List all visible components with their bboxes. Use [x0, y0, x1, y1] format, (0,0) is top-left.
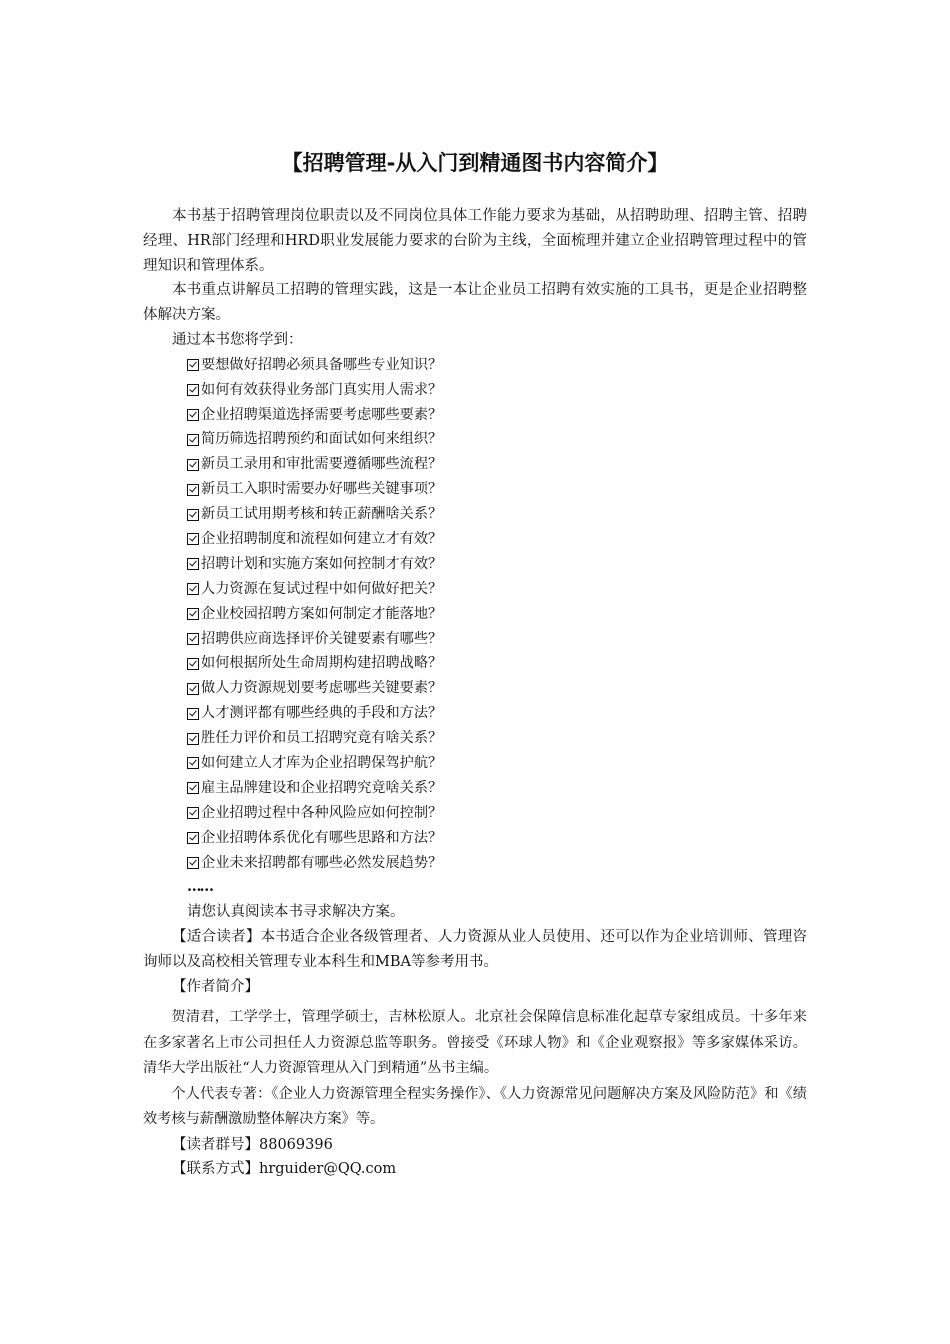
- checked-box-icon: [187, 459, 199, 471]
- checked-box-icon: [187, 558, 199, 570]
- checklist-item-text: 如何根据所处生命周期构建招聘战略？: [201, 655, 443, 672]
- ellipsis: ……: [187, 878, 212, 896]
- author-works: 个人代表专著：《企业人力资源管理全程实务操作》、《人力资源常见问题解决方案及风险防范》和《绩效考核与薪酬激励整体解决方案》等。: [143, 1085, 807, 1128]
- checked-box-icon: [187, 583, 199, 595]
- checklist-item: [187, 726, 807, 751]
- checklist-item-text: 人力资源在复试过程中如何做好把关？: [201, 580, 443, 597]
- checklist-item: [187, 403, 807, 428]
- author-heading: 【作者简介】: [172, 978, 259, 995]
- checklist-item-text: 胜任力评价和员工招聘究竟有啥关系？: [201, 730, 443, 747]
- checked-box-icon: [187, 832, 199, 844]
- book-intro-page: [143, 148, 807, 1182]
- checklist-item: [187, 826, 807, 851]
- checklist-item-text: 简历筛选招聘预约和面试如何来组织？: [201, 431, 443, 448]
- checklist-item-text: 招聘供应商选择评价关键要素有哪些？: [201, 630, 443, 647]
- checklist-item: [187, 801, 807, 826]
- checklist-item: [187, 353, 807, 378]
- checklist-item: [187, 676, 807, 701]
- intro-paragraph-1: 本书基于招聘管理岗位职责以及不同岗位具体工作能力要求为基础，从招聘助理、招聘主管、招聘经理、HR部门经理和HRD职业发展能力要求的台阶为主线，全面梳理并建立企业招聘管理过程中的管理知识和管理体系。: [143, 208, 807, 274]
- checked-box-icon: [187, 633, 199, 645]
- checked-box-icon: [187, 658, 199, 670]
- checked-box-icon: [187, 484, 199, 496]
- checklist-item: [187, 751, 807, 776]
- checklist-item: [187, 577, 807, 602]
- checked-box-icon: [187, 608, 199, 620]
- checklist-item-text: 雇主品牌建设和企业招聘究竟啥关系？: [201, 779, 443, 796]
- learn-intro: 通过本书您将学到：: [172, 331, 303, 348]
- checklist-item-text: 要想做好招聘必须具备哪些专业知识？: [201, 356, 443, 373]
- checklist-item: [187, 776, 807, 801]
- checked-box-icon: [187, 733, 199, 745]
- checklist-item-text: 新员工试用期考核和转正薪酬啥关系？: [201, 506, 443, 523]
- checklist-item-text: 如何建立人才库为企业招聘保驾护航？: [201, 755, 443, 772]
- checklist-item: [187, 527, 807, 552]
- checked-box-icon: [187, 409, 199, 421]
- page-title: 【招聘管理-从入门到精通图书内容简介】: [281, 151, 669, 175]
- checklist-item: [187, 651, 807, 676]
- checklist-item: [187, 452, 807, 477]
- closing-line: 请您认真阅读本书寻求解决方案。: [187, 904, 405, 921]
- checklist-item: [187, 502, 807, 527]
- intro-paragraph-2: 本书重点讲解员工招聘的管理实践，这是一本让企业员工招聘有效实施的工具书，更是企业招聘整体解决方案。: [143, 282, 807, 324]
- checklist-item: [187, 602, 807, 627]
- checked-box-icon: [187, 708, 199, 720]
- checked-box-icon: [187, 533, 199, 545]
- suitable-readers: 【适合读者】本书适合企业各级管理者、人力资源从业人员使用、还可以作为企业培训师、管理咨询师以及高校相关管理专业本科生和MBA等参考用书。: [143, 929, 807, 970]
- checked-box-icon: [187, 683, 199, 695]
- checklist-item: [187, 427, 807, 452]
- checklist-item-text: 企业招聘制度和流程如何建立才有效？: [201, 531, 443, 548]
- checked-box-icon: [187, 807, 199, 819]
- checklist-item-text: 企业未来招聘都有哪些必然发展趋势？: [201, 854, 443, 871]
- checklist-item: [187, 378, 807, 403]
- checklist-item-text: 新员工入职时需要办好哪些关键事项？: [201, 481, 443, 498]
- checklist-item: [187, 627, 807, 652]
- checklist-item: [187, 701, 807, 726]
- checked-box-icon: [187, 509, 199, 521]
- checklist-item-text: 新员工录用和审批需要遵循哪些流程？: [201, 456, 443, 473]
- checklist-item-text: 企业招聘过程中各种风险应如何控制？: [201, 804, 443, 821]
- contact-info: 【联系方式】hrguider@QQ.com: [172, 1161, 397, 1178]
- checklist-item-text: 做人力资源规划要考虑哪些关键要素？: [201, 680, 443, 697]
- checked-box-icon: [187, 359, 199, 371]
- checked-box-icon: [187, 782, 199, 794]
- checked-box-icon: [187, 384, 199, 396]
- checklist-item: [187, 552, 807, 577]
- author-bio: 贺清君，工学学士，管理学硕士，吉林松原人。北京社会保障信息标准化起草专家组成员。十多年来在多家著名上市公司担任人力资源总监等职务。曾接受《环球人物》和《企业观察报》等多家媒体采访。清华大学出版社“人力资源管理从入门到精通”丛书主编。: [143, 1009, 807, 1077]
- checklist-item-text: 如何有效获得业务部门真实用人需求？: [201, 381, 443, 398]
- checklist-item-text: 企业招聘体系优化有哪些思路和方法？: [201, 829, 443, 846]
- checked-box-icon: [187, 434, 199, 446]
- learning-checklist: [143, 353, 807, 876]
- reader-group: 【读者群号】88069396: [172, 1136, 333, 1153]
- checklist-item-text: 人才测评都有哪些经典的手段和方法？: [201, 705, 443, 722]
- checklist-item: [187, 477, 807, 502]
- checklist-item: [187, 851, 807, 876]
- checklist-item-text: 企业校园招聘方案如何制定才能落地？: [201, 605, 443, 622]
- checked-box-icon: [187, 757, 199, 769]
- checked-box-icon: [187, 857, 199, 869]
- checklist-item-text: 企业招聘渠道选择需要考虑哪些要素？: [201, 406, 443, 423]
- checklist-item-text: 招聘计划和实施方案如何控制才有效？: [201, 555, 443, 572]
